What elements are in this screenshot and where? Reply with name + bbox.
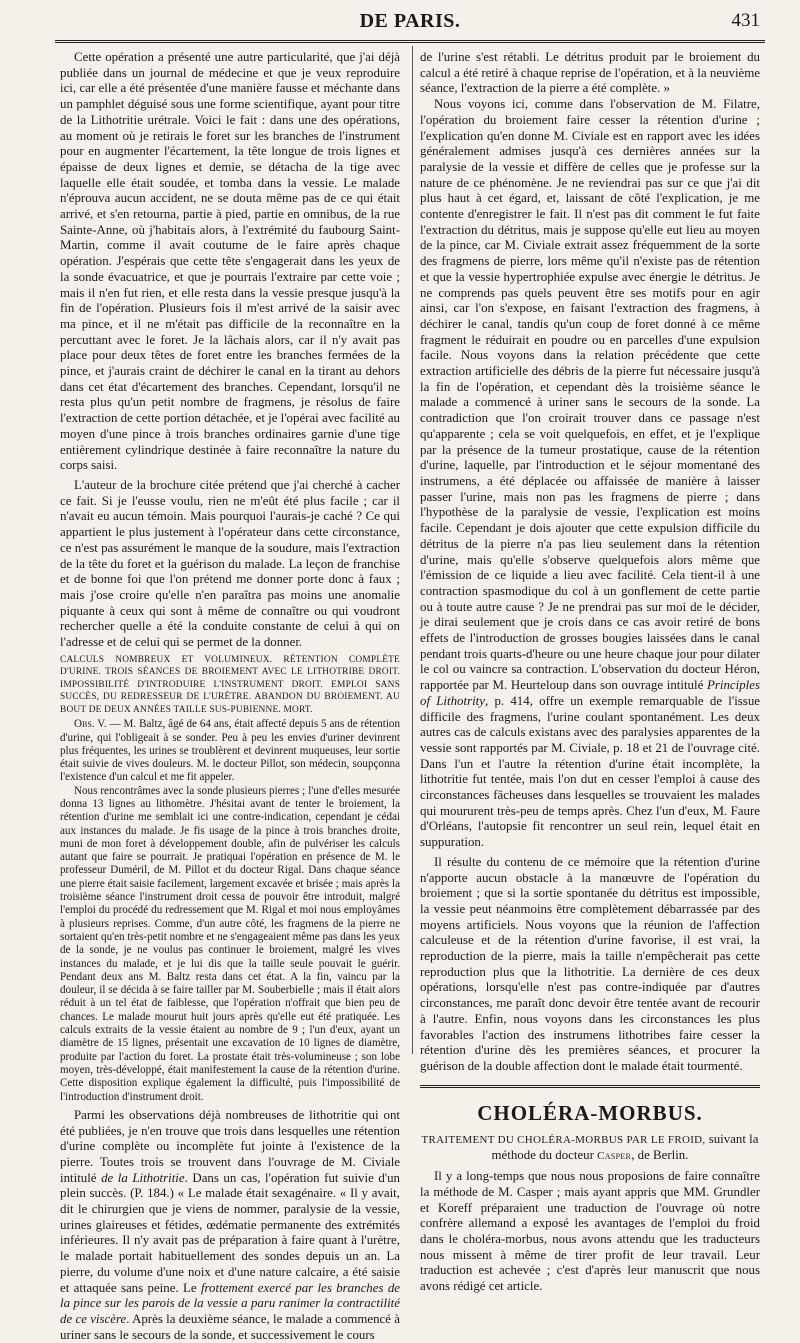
subtitle-caps: TRAITEMENT DU CHOLÉRA-MORBUS PAR LE FROID,: [421, 1133, 706, 1146]
observation-heading: CALCULS NOMBREUX ET VOLUMINEUX. RÉTENTION COMPLÈTE D'URINE. TROIS SÉANCES DE BROIEMENT AVEC LE LITHOTRIBE DROIT. IMPOSSIBILITÉ D'INTRODUIRE L'INSTRUMENT DROIT. EMPLOI SANS SUCCÈS, DU REDRESSEUR DE L'URÈTRE. ABANDON DU BROIEMENT. AU BOUT DE DEUX ANNÉES TAILLE SUS-PUBIENNE. MORT.: [60, 654, 400, 715]
observation-label: Obs. V.: [74, 718, 107, 731]
paragraph-text-main: Nous voyons ici, comme dans l'observation de M. Filatre, l'opération du broiement faire cesser la rétention d'urine ; l'explication qu'en donne M. Civiale est en rapport avec les idées généralement admises jusqu'à ces dernières années sur la paralysie de la vessie et diffère de celles que je professe sur la nature de ce phénomène. Je ne reviendrai pas sur ce que j'ai dit plus haut à cet égard, et, laissant de côté l'explication, je me contente d'enregistrer le fait. Il n'est pas dit comment le fut faite l'extraction du détritus, mais je suppose qu'elle eut lieu au moyen de la pince, car M. Civiale extrait assez fréquemment de la sorte des fragmens de pierre, lors même qu'il n'existe pas de rétention et que la vessie hypertrophiée expulse avec énergie le détritus. Je ne comprends pas quels peuvent être ses motifs pour en agir ainsi, car l'on s'expose, en faisant l'extraction des fragmens, à déchirer le canal, tandis qu'un coup de foret donné à ce même fragment le réduirait en poudre ou en parcelles d'une expulsion facile. Nous voyons dans la relation précédente que cette extraction artificielle des débris de la pierre fut nécessaire jusqu'à la fin de l'opération, et cependant dès la troisième séance le malade a commencé à uriner sans le secours de la sonde. La contradiction que l'on croirait trouver dans ce passage n'est qu'apparente ; cela se voit quelquefois, en effet, et je l'explique par la présence de la tumeur prostatique, cause de la rétention d'urine, laquelle, par l'introduction et le séjour momentané des instrumens, a été déplacée ou affaissée de manière à laisser passer l'urine, mais non pas les fragmens de pierre ; dans l'hypothèse de la paralysie de vessie, l'explication est moins facile. Cependant je dois ajouter que cette expulsion difficile du détritus de la pierre n'a pas lieu seulement dans la rétention d'urine, mais qu'elle s'observe quelquefois alors même que l'émission de ce liquide a lieu avec facilité. Cela tient-il à une contraction spasmodique du col à un gonflement de cette partie ou à toute autre cause ? Je ne prendrai pas sur moi de le décider, je dirai seulement que je crois dans ce cas avoir retiré de bons effets de l'introduction de grosses bougies laissées dans le canal pendant trois quarts-d'heure ou une heure chaque jour pour dilater le col ou vaincre sa contraction. L'observation du docteur Héron, rapportée par M. Heurteloup dans son ouvrage intitulé: [420, 97, 760, 693]
paragraph-filatre-discussion: [420, 97, 760, 851]
paragraph-text-a: Parmi les observations déjà nombreuses de lithotritie qui ont été publiées, je n'en trouve que trois dans lesquelles une rétention d'urine complète ou incomplète fut jointe à l'existence de la pierre. Toutes trois se trouvent dans l'ouvrage de M. Civiale intitulé: [60, 1107, 400, 1185]
section-divider: [420, 1085, 760, 1093]
observation-v-body: Nous rencontrâmes avec la sonde plusieurs pierres ; l'une d'elles mesurée donna 13 lignes au lithomètre. J'hésitai avant de tenter le broiement, la rétention d'urine me semblait ici une contre-indication, cependant je cédai aux instances du malade. Je fis usage de la pince à trois branches droite, muni de mon foret à développement double, afin de pulvériser les calculs autant que faire se pourrait. Je pratiquai l'opération en présence de M. le professeur Duméril, de M. Pillot et du docteur Rigal. Dans chaque séance une pierre était saisie facilement, largement excavée et brisée ; mais après la troisième séance l'instrument droit cessa de pouvoir être introduit, malgré l'emploi du procédé du redressement que M. Rigal et moi nous employâmes à plusieurs reprises. Comme, d'un autre côté, les fragmens de la pierre ne sortaient qu'en très-petit nombre et ne s'engageaient même pas dans les yeux de la sonde, je ne voulus pas continuer le broiement, malgré les vives instances du malade, et je lui dis que la taille seule pouvait le guérir. Pendant deux ans M. Baltz resta dans cet état. A la fin, vaincu par la douleur, il se décida à se faire tailler par M. Souberbielle ; mais il était alors réduit à un tel état de faiblesse, que l'opération n'offrait que bien peu de chances. Le malade mourut huit jours après qu'elle eut été pratiquée. Les calculs extraits de la vessie étaient au nombre de 9 ; l'un d'eux, ayant un diamètre de 15 lignes, présentait une excavation de 10 lignes de diamètre, produite par l'action du foret. La prostate était très-volumineuse ; son lobe moyen, très-développé, était manifestement la cause de la rétention d'urine. Cette disposition explique également la difficulté, puis l'impossibilité de l'introduction d'instrument droit.: [60, 784, 400, 1103]
paragraph-text-e: . Après la deuxième séance, le malade a commencé à uriner sans le secours de la sonde, et successivement le cours: [60, 1311, 401, 1342]
left-column: [60, 50, 401, 1342]
column-divider: [412, 46, 413, 1054]
subtitle-text: suivant la méthode du docteur: [491, 1131, 759, 1163]
paragraph-text-rest: , p. 414, offre un exemple remarquable de l'issue difficile des fragmens, l'urine coulant spontanément. Les deux autres cas de calculs existans avec des paralysies apparentes de la vessie sont rapportés par M. Civiale, p. 18 et 21 de l'ouvrage cité. Dans l'un et l'autre la rétention d'urine était incomplète, la lithotritie fut tentée, mais l'on dut en cesser l'emploi à cause des circonstances fâcheuses dans lesquelles se trouvaient les malades qui moururent très-peu de temps après. Chez l'un d'eux, M. Faure d'Orléans, l'autopsie fit rencontrer un seul rein, lequel était en suppuration.: [420, 693, 760, 850]
observation-v-text: — M. Baltz, âgé de 64 ans, était affecté depuis 5 ans de rétention d'urine, qui l'obligeait à se sonder. Peu à peu les envies d'uriner devinrent plus fréquentes, les urines se troublèrent et devinrent muqueuses, leur sortie était suivie de vives douleurs. M. le docteur Pillot, son médecin, soupçonna l'existence d'un calcul et me fit appeler.: [60, 718, 401, 784]
paragraph-conclusion: Il résulte du contenu de ce mémoire que la rétention d'urine n'apporte aucun obstacle à la manœuvre de l'opération du broiement ; que si la sortie spontanée du détritus est impossible, la vessie peut néanmoins être complètement débarrassée par des moyens artificiels. Nous voyons que la réunion de l'affection calculeuse et de la rétention d'urine favorise, il est vrai, la reproduction de la pierre, mais la taille n'empêcherait pas cette reproduction plus que la lithotritie. La dernière de ces deux opérations, lorsqu'elle n'est pas contre-indiquée par d'autres circonstances, me paraît donc devoir être tentée avant de recourir à l'autre. Enfin, nous voyons dans les circonstances les plus favorables l'action des instrumens lithotribes faire cesser la rétention d'urine dès les premières séances, et procurer la guérison de la double affection dont le malade était tourmenté.: [420, 854, 760, 1073]
page-header: [60, 10, 760, 38]
paragraph-text-c: . Dans un cas, l'opération fut suivie d'un plein succès. (P. 184.) « Le malade était sexagénaire. « Il y avait, dit le chirurgien que je viens de nommer, paralysie de la vessie, urines glaireuses et fétides, œdématie permanente des extrémités inférieures. Il n'y avait pas de préparation à faire quant à l'urètre, le malade portait habituellement des sondes depuis un an. La pierre, du volume d'une noix et d'une nature calcaire, a été saisie et attaquée sans peine. Le: [60, 1170, 401, 1295]
book-title-lithotrity: Principles of Lithotrity: [420, 678, 760, 708]
paragraph-published-observations: [60, 1108, 400, 1343]
paragraph-casper-method: Il y a long-temps que nous nous proposions de faire connaître la méthode de M. Casper ; mais ayant appris que MM. Grundler et Koreff préparaient une traduction de l'ouvrage où notre confrère allemand a exposé les avantages de l'emploi du froid dans le choléra-morbus, nous avons attendu que les traducteurs nous missent à même de tirer profit de leur travail. Leur traduction est achevée ; c'est d'après leur manuscrit que nous avons rédigé cet article.: [420, 1169, 760, 1294]
paragraph-continuation: de l'urine s'est rétabli. Le détritus produit par le broiement du calcul a été retiré à chaque reprise de l'opération, et à la neuvième séance, l'extraction de la pierre a été complète. »: [420, 50, 760, 96]
right-column: [420, 50, 760, 1294]
paragraph-brochure-reply: L'auteur de la brochure citée prétend que j'ai cherché à cacher ce fait. Si je l'eusse voulu, rien ne m'eût été plus facile ; car il n'avait eu aucun témoin. Mais pourquoi l'aurais-je caché ? Ce qui appartient le plus justement à l'opérateur dans cette circonstance, ce n'est pas assurément le manque de la soudure, mais l'extraction de la tête du foret et la guérison du malade. La leçon de franchise et de bonne foi que l'on prétend me donner porte donc à faux ; mais j'ose croire qu'elle n'en paraîtra pas moins une anomalie piquante à ceux qui sont à même de connaître ou qui voudront rechercher quelle a été la conduite constante de celui à qui on l'adresse et de celui qui se permet de la donner.: [60, 477, 400, 650]
section-title-cholera: CHOLÉRA-MORBUS.: [477, 1100, 703, 1125]
page-number: 431: [731, 10, 760, 31]
header-rule: [55, 40, 765, 43]
article-subtitle: [420, 1132, 760, 1165]
running-title: DE PARIS.: [359, 10, 461, 32]
subtitle-place: , de Berlin.: [631, 1148, 689, 1163]
quoted-italic-passage: frottement exercé par les branches de la pince sur les parois de la vessie a paru ranimer la contractilité de ce viscère: [60, 1280, 400, 1326]
paragraph-operation-particularity: Cette opération a présenté une autre particularité, que j'ai déjà publiée dans un journal de médecine et que je veux reproduire ici, car elle a été présentée d'une manière fausse et méchante dans un pamphlet déguisé sous une forme scientifique, ayant pour titre de la Lithotritie urétrale. Voici le fait : dans une des opérations, au moment où je retirais le foret sur les branches de l'instrument pour en augmenter l'écartement, la tête longue de trois lignes et épaisse de deux lignes et demie, se détacha de la tige avec laquelle elle était soudée, et tomba dans la vessie. Le malade n'éprouva aucun accident, ne se douta même pas de ce qui était arrivé, et s'en retourna, partie à pied, partie en omnibus, de la rue Sainte-Anne, où j'habitais alors, à l'extrémité du faubourg Saint-Martin, comme il avait coutume de le faire après chaque opération. J'espérais que cette tête s'engagerait dans les yeux de la sonde évacuatrice, et que je pourrais l'extraire par cette voie ; mais il n'en fut rien, et elle resta dans la vessie presque jusqu'à la fin de l'opération. Plusieurs fois il m'est arrivé de la saisir avec ma pince, et il ne m'était pas difficile de la reconnaître en la percuttant avec le foret. Je la lâchais alors, car il n'y avait pas place pour deux têtes de foret entre les branches fermées de la pince, et j'aurais craint de déchirer le canal en la tirant au dehors dans cet état d'écartement des branches. Cependant, lorsqu'il ne resta plus qu'un petit nombre de fragmens, je résolus de faire l'extraction de cette portion détachée, et je l'opérai avec facilité au moyen d'une pince à trois branches ordinaires garnie d'une tige entièrement cylindrique destinée à faire reconnaître la nature du corps saisi.: [60, 50, 400, 473]
subtitle-author: Casper: [597, 1150, 632, 1163]
observation-v-intro: [60, 718, 400, 784]
book-title-lithotritie: de la Lithotritie: [101, 1170, 185, 1185]
